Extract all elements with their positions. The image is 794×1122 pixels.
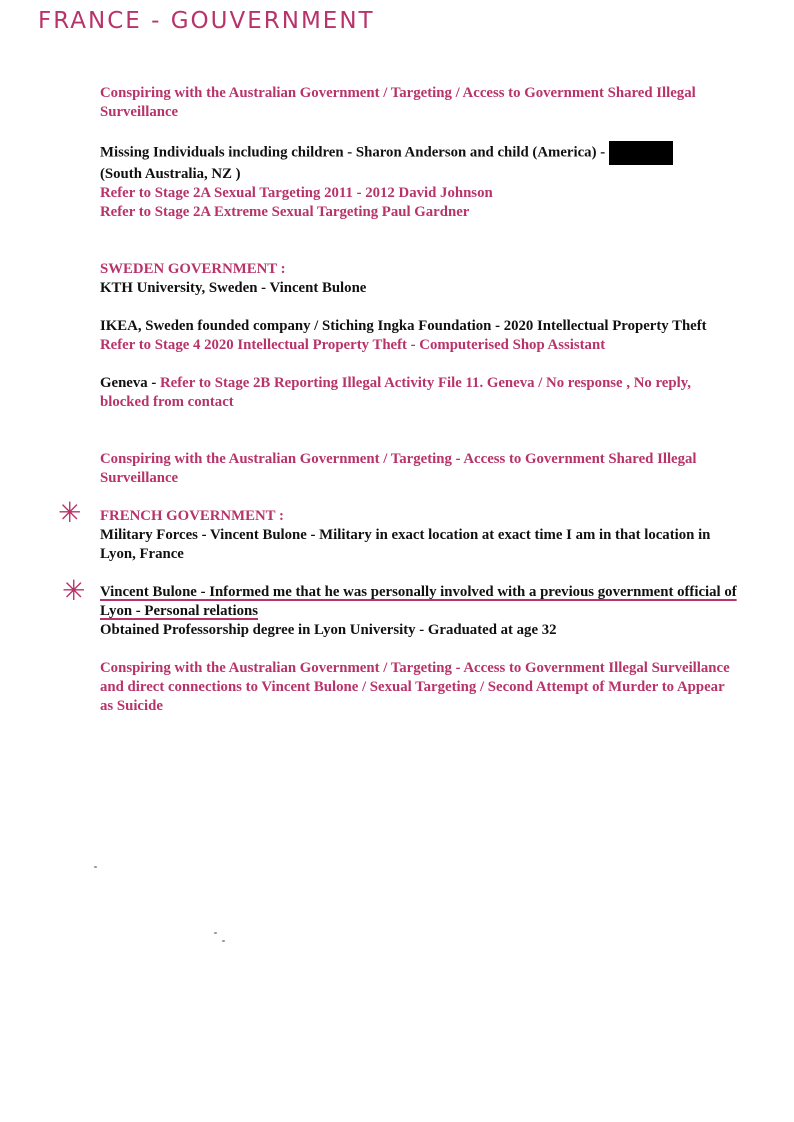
asterisk-mark-icon: ✳ (62, 574, 86, 607)
paragraph-vincent-bulone (62, 574, 740, 640)
paragraph-missing-individuals (100, 141, 740, 222)
scan-speck (222, 940, 225, 942)
refer-stage-2a-johnson: Refer to Stage 2A Sexual Targeting 2011 - 2012 David Johnson (100, 185, 493, 201)
ikea-text: IKEA, Sweden founded company / Stiching Ingka Foundation - 2020 Intellectual Property Theft (100, 318, 707, 334)
sweden-kth-line: KTH University, Sweden - Vincent Bulone (100, 280, 367, 296)
geneva-label: Geneva - (100, 375, 160, 391)
missing-individuals-text: Missing Individuals including children - Sharon Anderson and child (America) - (100, 144, 606, 161)
french-heading: FRENCH GOVERNMENT : (100, 508, 284, 524)
professorship-line: Obtained Professorship degree in Lyon University - Graduated at age 32 (100, 622, 557, 638)
asterisk-mark-icon: ✳ (58, 496, 82, 529)
scan-speck (94, 866, 97, 868)
document-body (58, 84, 740, 716)
refer-stage-2b: Refer to Stage 2B Reporting Illegal Activity File 11. Geneva / No response , No reply, blocked from contact (100, 375, 691, 410)
paragraph-geneva (100, 374, 740, 412)
refer-stage-4: Refer to Stage 4 2020 Intellectual Property Theft - Computerised Shop Assistant (100, 337, 606, 353)
missing-individuals-locations: (South Australia, NZ ) (100, 166, 241, 182)
paragraph-conspiring-2: Conspiring with the Australian Government / Targeting - Access to Government Shared Illegal Surveillance (100, 451, 697, 486)
refer-stage-2a-gardner: Refer to Stage 2A Extreme Sexual Targeting Paul Gardner (100, 204, 470, 220)
section-french (58, 496, 740, 564)
paragraph-conspiring-1: Conspiring with the Australian Government / Targeting / Access to Government Shared Illegal Surveillance (100, 85, 696, 120)
paragraph-ikea (100, 317, 740, 355)
redaction-box (609, 141, 673, 165)
sweden-heading: SWEDEN GOVERNMENT : (100, 261, 286, 277)
vincent-bulone-underlined: Vincent Bulone - Informed me that he was personally involved with a previous government official of Lyon - Personal relations (100, 584, 737, 619)
paragraph-conspiring-3: Conspiring with the Australian Government / Targeting - Access to Government Illegal Surveillance and direct connections to Vincent Bulone / Sexual Targeting / Second Attempt of Murder to Appear as Suicide (100, 660, 730, 714)
handwritten-title: FRANCE - GOUVERNMENT (38, 8, 375, 34)
section-sweden (100, 260, 740, 298)
french-military-line: Military Forces - Vincent Bulone - Military in exact location at exact time I am in that location in Lyon, France (100, 527, 711, 562)
scan-speck (214, 932, 217, 934)
